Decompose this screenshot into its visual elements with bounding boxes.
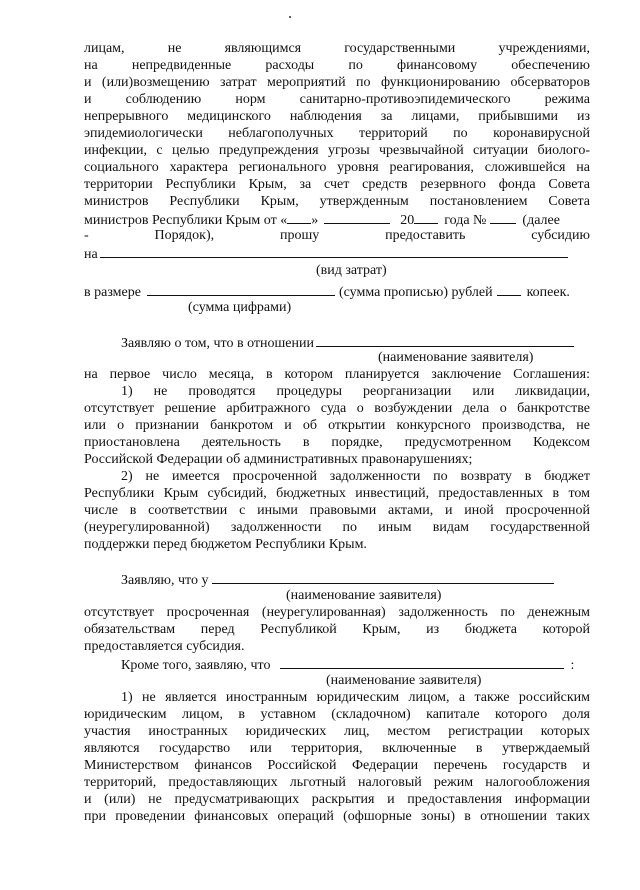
year-prefix: 20: [400, 213, 415, 228]
applicant-intro: Кроме того, заявляю, что: [121, 658, 271, 673]
expense-type-field[interactable]: [100, 244, 568, 258]
amount-label: в размере: [84, 285, 141, 300]
text-line: Республики Крым субсидий, бюджетных инвестиций, предоставленных в том: [84, 486, 590, 501]
text-line: и (или)возмещению затрат мероприятий по функционированию обсерваторов: [84, 75, 590, 90]
amount-line: [84, 282, 590, 301]
word: Порядок),: [154, 228, 215, 243]
kopecks-label: копеек.: [526, 285, 570, 300]
text-line: 2) не имеется просроченной задолженности по возврату в бюджет: [121, 469, 590, 484]
text-line: инфекции, с целью предупреждения угрозы чрезвычайной ситуации биолого-: [84, 143, 590, 158]
text-line: на непредвиденные расходы по финансовому обеспечению: [84, 58, 590, 73]
caption-applicant-name: (наименование заявителя): [326, 673, 482, 688]
text-line: отсутствует решение арбитражного суда о возбуждении дела о банкротстве: [84, 401, 590, 416]
text-line: и соблюдению норм санитарно-противоэпидемического режима: [84, 92, 590, 107]
text-line: или о признании банкротом и об открытии конкурсного производства, не: [84, 418, 590, 433]
day-field[interactable]: [287, 210, 311, 224]
colon: :: [570, 658, 575, 673]
text-line: (неурегулированной) задолженности по иным видам государственной: [84, 520, 590, 535]
word: предоставить: [385, 228, 466, 243]
text-line: территорий, предоставляющих льготный налоговый режим налогообложения: [84, 775, 590, 790]
expense-type-line: [84, 244, 590, 263]
applicant-intro: Заявляю о том, что в отношении: [121, 336, 314, 351]
text-line: эпидемиологически неблагополучных территорий по коронавирусной: [84, 126, 590, 141]
month-field[interactable]: [324, 210, 390, 224]
caption-applicant-name: (наименование заявителя): [286, 588, 442, 603]
number-label: года №: [444, 213, 487, 228]
amount-words-text: (сумма прописью) рублей: [338, 285, 493, 300]
text-line: непрерывного медицинского наблюдения за лицами, прибывшими из: [84, 109, 590, 124]
applicant-name-field-3[interactable]: [280, 655, 564, 669]
dash: -: [84, 228, 89, 243]
applicant-name-field-2[interactable]: [212, 570, 554, 584]
kopecks-field[interactable]: [497, 282, 521, 296]
text-line: лицам, не являющимся государственными учреждениями,: [84, 41, 590, 56]
text-line: Министерством финансов Российской Федерации перечень государств и: [84, 758, 590, 773]
scan-speck: [289, 16, 291, 18]
text-line: 1) не проводятся процедуры реорганизации или ликвидации,: [121, 384, 590, 399]
text-line: участия иностранных юридических лиц, местом регистрации которых: [84, 724, 590, 739]
text-line: являются государство или территория, включенные в утверждаемый: [84, 741, 590, 756]
date-line-quote: »: [311, 213, 319, 228]
caption-expense-type: (вид затрат): [316, 263, 387, 278]
text-line: при проведении финансовых операций (офшорные зоны) в отношении таких: [84, 809, 590, 824]
text-line: Российской Федерации об административных правонарушениях;: [84, 452, 473, 467]
text-line: поддержки перед бюджетом Республики Крым.: [84, 537, 367, 552]
date-line-text: министров Республики Крым от «: [84, 213, 288, 228]
amount-field[interactable]: [147, 282, 335, 296]
applicant-intro: Заявляю, что у: [121, 573, 209, 588]
text-line: на первое число месяца, в котором планируется заключение Соглашения:: [84, 367, 590, 382]
number-field[interactable]: [490, 210, 516, 224]
dalee-text: (далее: [522, 213, 560, 228]
text-line: [84, 227, 590, 244]
text-line: числе в соответствии с иными правовыми актами, и иной просроченной: [84, 503, 590, 518]
text-line: социального характера регионального уровня реагирования, сложившейся на: [84, 160, 590, 175]
caption-amount-digits: (сумма цифрами): [188, 300, 292, 315]
text-line: и (или) не предусматривающих раскрытия и предоставления информации: [84, 792, 590, 807]
text-line: юридическим лицом, в уставном (складочном) капитале которого доля: [84, 707, 590, 722]
text-line: приостановлена деятельность в порядке, предусмотренном Кодексом: [84, 435, 590, 450]
applicant-name-field-1[interactable]: [316, 333, 574, 347]
text-line: министров Республики Крым, утвержденным постановлением Совета: [84, 194, 590, 209]
word: прошу: [279, 228, 320, 243]
text-line: территории Республики Крым, за счет средств резервного фонда Совета: [84, 177, 590, 192]
word: субсидию: [531, 228, 590, 243]
text-line: обязательствам перед Республикой Крым, из бюджета которой: [84, 622, 590, 637]
year-field[interactable]: [414, 210, 438, 224]
caption-applicant-name: (наименование заявителя): [378, 350, 534, 365]
text-line: отсутствует просроченная (неурегулированная) задолженность по денежным: [84, 605, 590, 620]
text-line: 1) не является иностранным юридическим лицом, а также российским: [121, 690, 590, 705]
na-label: на: [84, 247, 98, 262]
text-line: предоставляется субсидия.: [84, 639, 245, 654]
